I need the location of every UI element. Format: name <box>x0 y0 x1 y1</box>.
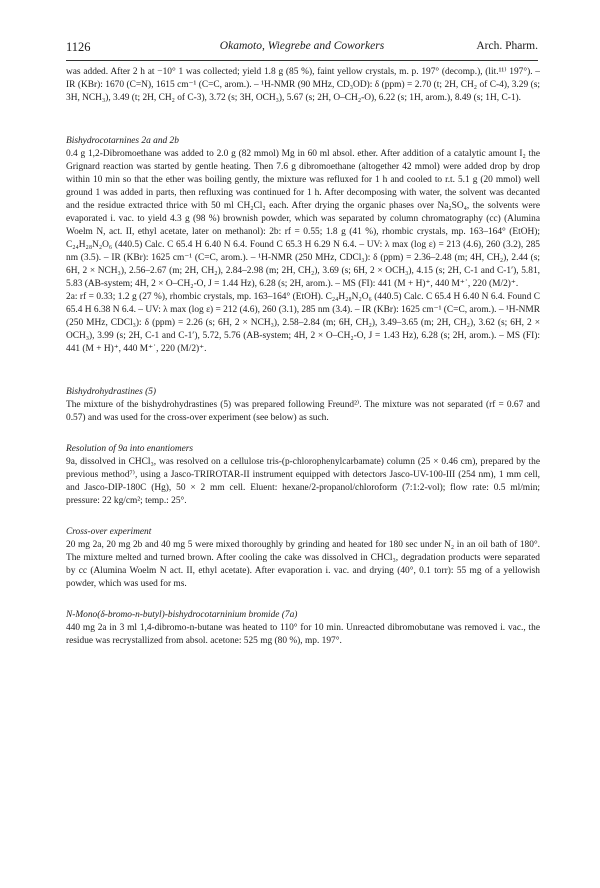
section-heading-cross-over: Cross-over experiment <box>66 527 152 537</box>
running-title: Okamoto, Wiegrebe and Coworkers <box>219 40 385 52</box>
paragraph-2a: 2a: rf = 0.33; 1.2 g (27 %), rhombic crystals, mp. 163–164° (EtOH). C₂₄H₂₈N₂O₆ (440.5) Calc. C 65.4 H 6.40 N 6.4. Found C 65.4 H 6.38 N 6.4. – UV: λ max (log ε) = 212 (4.6), 260 (3.1), 285 nm (3.4). – IR (KBr): 1625 cm⁻¹ (C=C, arom.). – ¹H-NMR (250 MHz, CDCl₃): δ (ppm) = 2.26 (s; 6H, 2 × NCH₃), 2.58–2.84 (m; 6H, CH₂), 3.49–3.65 (m; 2H, CH₂), 3.62 (s; 6H, 2 × OCH₃), 3.99 (s; 2H, C-1 and C-1′), 5.72, 5.76 (AB-system; 4H, 2 × O–CH₂-O, J = 1.43 Hz), 6.28 (s; 2H, arom.). – MS (FI): 441 (M + H)⁺, 440 M⁺˙, 220 (M/2)⁺. <box>66 292 540 354</box>
paragraph-7a: 440 mg 2a in 3 ml 1,4-dibromo-n-butane was heated to 110° for 10 min. Unreacted dibromobutane was removed i. vac., the residue was recrystallized from absol. acetone: 525 mg (80 %), mp. 197°. <box>66 623 540 646</box>
page-number: 1126 <box>66 40 91 54</box>
section-heading-7a: N-Mono(δ-bromo-n-butyl)-bishydrocotarninium bromide (7a) <box>66 610 298 620</box>
section-heading-bishydrohydrastines: Bishydrohydrastines (5) <box>66 387 157 397</box>
paragraph-bishydrocotarnines: 0.4 g 1,2-Dibromoethane was added to 2.0 g (82 mmol) Mg in 60 ml absol. ether. After addition of a catalytic amount I₂ the Grignard reaction was started by gentle heating. Then 7.6 g dibromoethane (altogether 42 mmol) were added drop by drop within 10 min so that the ether was boiling gently, the mixture was refluxed for 1 h and cooled to r.t. 5.1 g (20 mmol) well ground 1 was added in parts, then refluxing was continued for 1 h. After decomposing with water, the solvent was decanted and the residue extracted thrice with 50 ml CH₂Cl₂ each. After drying the organic phases over Na₂SO₄, the solvents were evaporated i. vac. to yield 4.3 g (98 %) brownish powder, which was separated by column chromatography (cc) (Alumina Woelm N, act. II, ethyl acetate, later on methanol): 2b: rf = 0.55; 1.8 g (41 %), rhombic crystals, mp. 163–164° (EtOH); C₂₄H₂₈N₂O₆ (440.5) Calc. C 65.4 H 6.40 N 6.4. Found C 65.3 H 6.29 N 6.4. – UV: λ max (log ε) = 213 (4.6), 260 (3.2), 285 nm (3.5). – IR (KBr): 1625 cm⁻¹ (C=C, arom.). – ¹H-NMR (250 MHz, CDCl₃): δ (ppm) = 2.36–2.48 (m; 4H, CH₂), 2.44 (s; 6H, 2 × NCH₃), 2.56–2.67 (m; 2H, CH₂), 2.84–2.98 (m; 2H, CH₂), 3.69 (s; 6H, 2 × OCH₃), 4.15 (s; 2H, C-1 and C-1′), 5.81, 5.83 (AB-system; 4H, 2 × O–CH₂-O, J = 1.44 Hz), 6.28 (s; 2H, arom.). – MS (FI): 441 (M + H)⁺, 440 M⁺˙, 220 (M/2)⁺. <box>66 149 540 289</box>
section-heading-bishydrocotarnines: Bishydrocotarnines 2a and 2b <box>66 136 179 146</box>
paragraph-resolution: 9a, dissolved in CHCl₃, was resolved on a cellulose tris-(p-chlorophenylcarbamate) column (25 × 0.46 cm), prepared by the previous method⁷⁾, using a Jasco-TRIROTAR-II instrument equipped with detectors Jasco-UV-100-III (254 nm), 1 mm cell, and Jasco-DIP-180C (Hg), 50 × 2 mm cell. Eluent: hexane/2-propanol/chloroform (7:1:2-vol); flow rate: 0.5 ml/min; pressure: 22 kg/cm²; temp.: 25°. <box>66 457 540 506</box>
section-heading-resolution: Resolution of 9a into enantiomers <box>66 444 194 454</box>
journal-name: Arch. Pharm. <box>476 40 538 52</box>
paragraph-cross-over: 20 mg 2a, 20 mg 2b and 40 mg 5 were mixed thoroughly by grinding and heated for 180 sec under N₂ in an oil bath of 180°. The mixture melted and turned brown. After cooling the cake was dissolved in CHCl₃, degradation products were separated by cc (Alumina Woelm N act. II, ethyl acetate). After evaporation i. vac. and drying (40°, 0.1 torr): 55 mg of a yellowish powder, which was used for ms. <box>66 540 540 589</box>
header-rule <box>66 60 538 61</box>
article-body <box>66 66 540 648</box>
paragraph-bishydrohydrastines: The mixture of the bishydrohydrastines (5) was prepared following Freund²⁾. The mixture was not separated (rf = 0.67 and 0.57) and was used for the cross-over experiment (see below) as such. <box>66 400 540 423</box>
page-header <box>66 40 538 60</box>
paragraph-intro: was added. After 2 h at −10° 1 was collected; yield 1.8 g (85 %), faint yellow crystals, m. p. 197° (decomp.), (lit.¹¹⁾ 197°). – IR (KBr): 1670 (C=N), 1615 cm⁻¹ (C=C, arom.). – ¹H-NMR (90 MHz, CD₃OD): δ (ppm) = 2.70 (t; 2H, CH₂ of C-4), 3.29 (s; 3H, NCH₃), 3.49 (t; 2H, CH₂ of C-3), 3.72 (s; 3H, OCH₃), 5.67 (s; 2H, O–CH₂-O), 6.22 (s; 1H, arom.), 8.49 (s; 1H, C-1). <box>66 67 540 103</box>
